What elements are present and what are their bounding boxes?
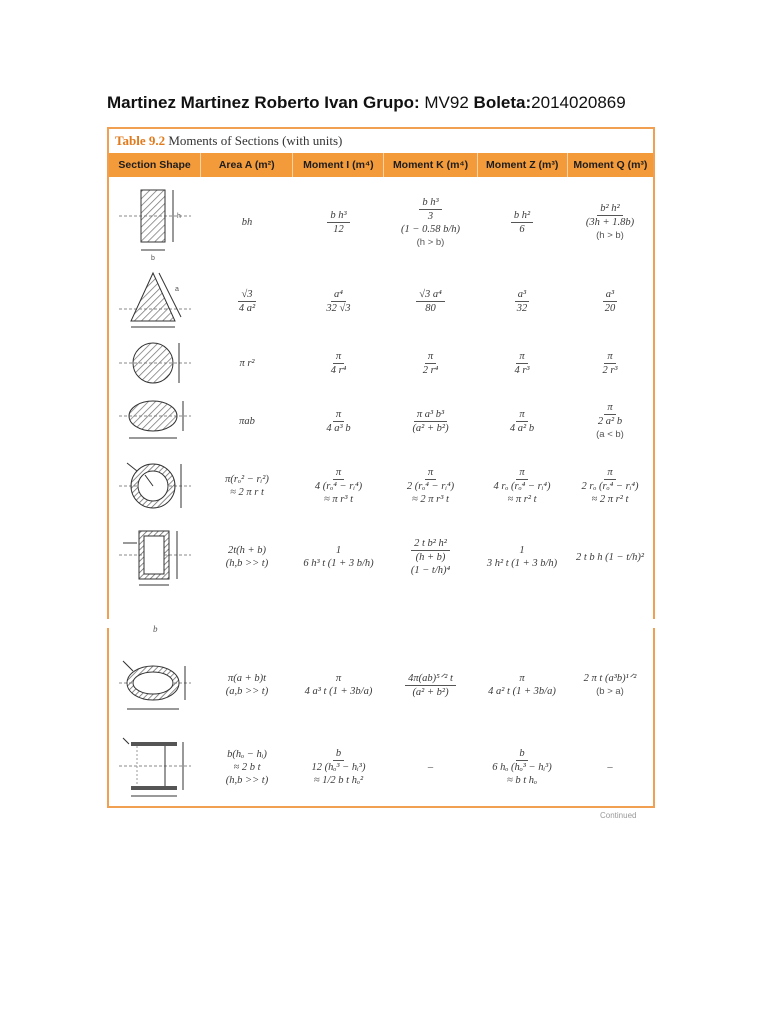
student-name: Martinez Martinez Roberto Ivan: [107, 93, 359, 112]
table-row: [109, 728, 653, 806]
col-header-section-shape: Section Shape: [109, 153, 201, 177]
svg-text:h: h: [177, 213, 181, 220]
solid-triangle-figure: [109, 267, 201, 335]
moment-i-den: 12 (hₒ³ − hᵢ³): [311, 762, 366, 773]
moment-k-den: 2 r⁴: [422, 364, 439, 376]
moment-q-den: 2 r³: [602, 364, 618, 376]
col-header-moment-q: Moment Q (m³): [573, 159, 648, 171]
grupo-label: Grupo:: [363, 93, 420, 112]
moment-z-den: 4 a² b: [509, 422, 535, 434]
moment-i-den: 4 (rₒ⁴ − rᵢ⁴): [314, 481, 363, 492]
area-formula: bh: [241, 216, 253, 228]
moment-i-approx: ≈ 1/2 b t hₒ²: [313, 775, 364, 786]
moment-i-coef: 1: [335, 545, 342, 556]
moment-z-num: π: [516, 408, 527, 422]
area-approx: ≈ 2 b t: [233, 761, 261, 773]
moment-q-den: (3h + 1.8b): [585, 217, 635, 228]
moment-z-den: 6: [519, 223, 525, 235]
moment-i-num: b: [333, 747, 344, 761]
moment-k-num: π: [425, 466, 436, 480]
table-row: [109, 391, 653, 451]
moment-z-num: π: [516, 466, 527, 480]
i-beam-figure: [109, 728, 201, 806]
moment-q-condition: (b > a): [596, 686, 624, 697]
moment-z-coef: 1: [519, 545, 525, 556]
dimension-label-b: b: [153, 624, 158, 634]
moment-q-den: 2 a² b: [597, 416, 623, 427]
moment-z-num: a³: [515, 288, 529, 302]
moment-q-empty: –: [607, 761, 613, 773]
moment-q-condition: (h > b): [596, 230, 624, 241]
col-header-moment-z: Moment Z (m³): [478, 153, 568, 177]
moment-k-num: √3 a⁴: [416, 288, 445, 302]
moment-z-den: 6 hₒ (hₒ³ − hᵢ³): [492, 762, 552, 773]
table-row: [109, 177, 653, 267]
moment-k-den: 3: [427, 210, 434, 222]
moment-k-num: b h³: [419, 196, 441, 210]
continued-note: Continued: [600, 811, 637, 820]
svg-text:b: b: [151, 255, 155, 262]
moment-k-num: π: [425, 350, 436, 364]
moment-i-num: a⁴: [331, 288, 346, 302]
grupo-value: MV92: [424, 93, 469, 112]
moment-k-factor: (1 − t/h)⁴: [410, 565, 451, 576]
moments-table-part-2: [107, 624, 655, 808]
moment-q-approx: ≈ 2 π r² t: [591, 494, 629, 505]
moment-i-den: 4 r⁴: [330, 364, 347, 376]
moment-q-formula: 2 t b h (1 − t/h)²: [576, 551, 644, 563]
moment-k-condition: (h > b): [416, 236, 445, 248]
moment-z-den: 4 rₒ (rₒ⁴ − rᵢ⁴): [493, 481, 551, 492]
moment-z-den: 4 r³: [514, 364, 530, 376]
document-heading: [107, 92, 707, 114]
moment-q-den: 2 rₒ (rₒ⁴ − rᵢ⁴): [581, 481, 639, 492]
solid-ellipse-figure: [109, 391, 201, 451]
col-header-area: Area A (m²): [201, 153, 293, 177]
table-row: [109, 451, 653, 521]
area-approx: ≈ 2 π r t: [230, 487, 264, 498]
hollow-ellipse-figure: [109, 642, 201, 728]
moment-k-empty: –: [427, 761, 434, 773]
moment-i-num: b h³: [327, 209, 349, 223]
moment-z-num: π: [516, 350, 527, 364]
area-den: 4 a²: [238, 302, 256, 314]
moment-k-num: 2 t b² h²: [411, 537, 450, 551]
hollow-rectangle-figure: [109, 521, 201, 593]
area-condition: (h,b >> t): [225, 774, 269, 786]
area-formula: π(a + b)t: [227, 673, 266, 684]
moment-z-formula: 3 h² t (1 + 3 b/h): [486, 558, 558, 569]
boleta-label: Boleta:: [473, 93, 532, 112]
moment-q-num: π: [604, 350, 615, 364]
table-number: Table 9.2: [115, 133, 166, 148]
moment-i-formula: 4 a³ t (1 + 3b/a): [304, 686, 373, 697]
moment-z-coef: π: [519, 673, 525, 684]
moment-z-approx: ≈ b t hₒ: [506, 775, 538, 786]
svg-text:a: a: [175, 286, 179, 293]
moment-k-num: π a³ b³: [414, 408, 447, 422]
table-title: Moments of Sections (with units): [168, 133, 343, 148]
boleta-value: 2014020869: [531, 93, 626, 112]
moment-k-den: (h + b): [415, 552, 446, 563]
solid-rectangle-figure: [109, 177, 201, 267]
solid-circle-figure: [109, 335, 201, 391]
moment-k-den: (a² + b²): [412, 422, 449, 434]
area-formula: b(hₒ − hᵢ): [227, 748, 267, 760]
col-header-moment-k: Moment K (m⁴): [384, 153, 477, 177]
table-row: [109, 335, 653, 391]
moment-i-approx: ≈ π r³ t: [323, 494, 354, 505]
moment-z-approx: ≈ π r² t: [507, 494, 537, 505]
area-formula: πab: [239, 415, 255, 427]
moment-k-num: 4π(ab)⁵ᐟ² t: [405, 672, 456, 686]
moment-i-den: 12: [333, 223, 344, 235]
moment-z-num: b h²: [511, 209, 533, 223]
moment-k-den: (a² + b²): [412, 686, 449, 698]
moment-q-num: b² h²: [597, 202, 622, 216]
moment-i-formula: 6 h³ t (1 + 3 b/h): [303, 558, 374, 569]
area-condition: (a,b >> t): [225, 686, 269, 697]
moment-k-approx: ≈ 2 π r³ t: [412, 494, 449, 505]
moment-q-formula: 2 π t (a³b)¹ᐟ²: [583, 673, 637, 684]
moment-z-formula: 4 a² t (1 + 3b/a): [488, 686, 556, 697]
moment-i-num: π: [333, 350, 344, 364]
moment-k-den: 2 (rₒ⁴ − rᵢ⁴): [406, 481, 455, 492]
moment-q-num: π: [604, 401, 615, 415]
area-condition: (h,b >> t): [225, 558, 269, 569]
area-formula: 2t(h + b): [228, 545, 266, 556]
moment-i-num: π: [333, 466, 344, 480]
moment-i-den: 32 √3: [326, 302, 351, 314]
table-row: [109, 642, 653, 728]
moment-i-den: 4 a³ b: [326, 422, 351, 434]
area-formula: π(rₒ² − rᵢ²): [225, 474, 269, 485]
moment-q-num: π: [604, 466, 615, 480]
moment-i-num: π: [333, 408, 344, 422]
moment-k-den: 80: [425, 302, 436, 314]
col-header-moment-i: Moment I (m⁴): [293, 153, 384, 177]
table-header-row: [109, 153, 653, 177]
moment-k-factor: (1 − 0.58 b/h): [401, 223, 460, 235]
moment-q-den: 20: [604, 302, 616, 314]
moment-z-num: b: [516, 747, 527, 761]
area-formula: π r²: [239, 357, 255, 369]
table-row: [109, 521, 653, 593]
hollow-circle-figure: [109, 451, 201, 521]
moment-i-coef: π: [335, 673, 342, 684]
table-caption: [109, 129, 653, 153]
moment-q-num: a³: [603, 288, 617, 302]
moments-table-part-1: [107, 127, 655, 619]
moment-q-condition: (a < b): [596, 429, 624, 440]
moment-z-den: 32: [516, 302, 528, 314]
table-row: [109, 267, 653, 335]
area-num: √3: [238, 288, 255, 302]
